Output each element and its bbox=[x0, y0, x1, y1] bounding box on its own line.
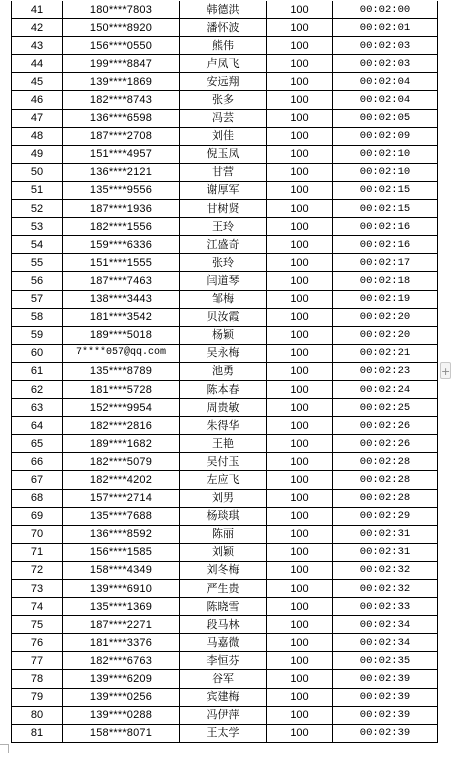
cell-phone: 138****3443 bbox=[63, 290, 180, 308]
cell-name: 吴付玉 bbox=[180, 453, 267, 471]
table-row bbox=[12, 109, 438, 127]
cell-name: 张玲 bbox=[180, 254, 267, 272]
cell-phone: 187****7463 bbox=[63, 272, 180, 290]
cell-number: 54 bbox=[12, 236, 63, 254]
cell-name: 陈丽 bbox=[180, 525, 267, 543]
cell-name: 段马林 bbox=[180, 616, 267, 634]
cell-phone: 135****7688 bbox=[63, 507, 180, 525]
cell-number: 43 bbox=[12, 37, 63, 55]
cell-phone: 157****2714 bbox=[63, 489, 180, 507]
table-row bbox=[12, 670, 438, 688]
cell-name: 刘佳 bbox=[180, 127, 267, 145]
table-row bbox=[12, 616, 438, 634]
cell-phone: 182****5079 bbox=[63, 453, 180, 471]
table-row bbox=[12, 290, 438, 308]
cell-name: 贝汝霞 bbox=[180, 308, 267, 326]
cell-number: 58 bbox=[12, 308, 63, 326]
cell-number: 50 bbox=[12, 163, 63, 181]
cell-name: 杨琰琪 bbox=[180, 507, 267, 525]
cell-time: 00:02:39 bbox=[333, 706, 438, 724]
table-row bbox=[12, 453, 438, 471]
cell-score: 100 bbox=[267, 724, 333, 742]
cell-phone: 181****3542 bbox=[63, 308, 180, 326]
cell-name: 宾建梅 bbox=[180, 688, 267, 706]
cell-score: 100 bbox=[267, 706, 333, 724]
cell-time: 00:02:15 bbox=[333, 200, 438, 218]
cell-time: 00:02:24 bbox=[333, 380, 438, 398]
cell-phone: 199****8847 bbox=[63, 55, 180, 73]
cell-score: 100 bbox=[267, 525, 333, 543]
cell-name: 朱得华 bbox=[180, 417, 267, 435]
cell-name: 陈晓雪 bbox=[180, 598, 267, 616]
cell-time: 00:02:32 bbox=[333, 580, 438, 598]
cell-score: 100 bbox=[267, 218, 333, 236]
cell-name: 闫道琴 bbox=[180, 272, 267, 290]
cell-number: 80 bbox=[12, 706, 63, 724]
cell-number: 60 bbox=[12, 344, 63, 362]
cell-phone: 181****3376 bbox=[63, 634, 180, 652]
cell-name: 甘树贤 bbox=[180, 200, 267, 218]
cell-score: 100 bbox=[267, 399, 333, 417]
cell-name: 安远翔 bbox=[180, 73, 267, 91]
cell-name: 王太学 bbox=[180, 724, 267, 742]
cell-name: 韩德洪 bbox=[180, 1, 267, 19]
cell-phone: 151****1555 bbox=[63, 254, 180, 272]
cell-name: 甘营 bbox=[180, 163, 267, 181]
table-row bbox=[12, 543, 438, 561]
table-row bbox=[12, 344, 438, 362]
cell-number: 46 bbox=[12, 91, 63, 109]
cell-number: 48 bbox=[12, 127, 63, 145]
cell-name: 谷军 bbox=[180, 670, 267, 688]
cell-score: 100 bbox=[267, 272, 333, 290]
cell-score: 100 bbox=[267, 308, 333, 326]
cell-phone: 182****6763 bbox=[63, 652, 180, 670]
cell-score: 100 bbox=[267, 652, 333, 670]
cell-phone: 182****2816 bbox=[63, 417, 180, 435]
cell-score: 100 bbox=[267, 145, 333, 163]
cell-score: 100 bbox=[267, 670, 333, 688]
cell-number: 73 bbox=[12, 580, 63, 598]
table-row bbox=[12, 181, 438, 199]
table-row bbox=[12, 688, 438, 706]
cell-score: 100 bbox=[267, 435, 333, 453]
cell-score: 100 bbox=[267, 19, 333, 37]
table-row bbox=[12, 308, 438, 326]
cell-score: 100 bbox=[267, 290, 333, 308]
cell-time: 00:02:32 bbox=[333, 561, 438, 579]
cell-score: 100 bbox=[267, 507, 333, 525]
cell-time: 00:02:00 bbox=[333, 1, 438, 19]
cell-number: 57 bbox=[12, 290, 63, 308]
plus-icon[interactable]: + bbox=[440, 362, 451, 379]
cell-name: 刘男 bbox=[180, 489, 267, 507]
cell-name: 熊伟 bbox=[180, 37, 267, 55]
cell-score: 100 bbox=[267, 163, 333, 181]
cell-score: 100 bbox=[267, 598, 333, 616]
cell-time: 00:02:04 bbox=[333, 91, 438, 109]
cell-number: 52 bbox=[12, 200, 63, 218]
table-row bbox=[12, 218, 438, 236]
cell-phone: 135****9556 bbox=[63, 181, 180, 199]
cell-name: 张多 bbox=[180, 91, 267, 109]
cell-time: 00:02:10 bbox=[333, 145, 438, 163]
page-corner-marker bbox=[0, 744, 9, 753]
cell-name: 江盛奇 bbox=[180, 236, 267, 254]
cell-number: 81 bbox=[12, 724, 63, 742]
cell-number: 62 bbox=[12, 380, 63, 398]
cell-number: 75 bbox=[12, 616, 63, 634]
table-row bbox=[12, 399, 438, 417]
cell-time: 00:02:31 bbox=[333, 525, 438, 543]
cell-score: 100 bbox=[267, 616, 333, 634]
cell-name: 左应飞 bbox=[180, 471, 267, 489]
cell-name: 冯芸 bbox=[180, 109, 267, 127]
cell-score: 100 bbox=[267, 73, 333, 91]
cell-score: 100 bbox=[267, 417, 333, 435]
cell-time: 00:02:05 bbox=[333, 109, 438, 127]
cell-score: 100 bbox=[267, 561, 333, 579]
cell-score: 100 bbox=[267, 55, 333, 73]
cell-number: 53 bbox=[12, 218, 63, 236]
table-row bbox=[12, 326, 438, 344]
cell-number: 72 bbox=[12, 561, 63, 579]
table-row bbox=[12, 55, 438, 73]
cell-phone: 136****2121 bbox=[63, 163, 180, 181]
cell-time: 00:02:15 bbox=[333, 181, 438, 199]
cell-phone: 182****4202 bbox=[63, 471, 180, 489]
cell-name: 严生贵 bbox=[180, 580, 267, 598]
cell-phone: 187****2708 bbox=[63, 127, 180, 145]
cell-number: 49 bbox=[12, 145, 63, 163]
cell-name: 冯伊萍 bbox=[180, 706, 267, 724]
cell-number: 41 bbox=[12, 1, 63, 19]
cell-number: 47 bbox=[12, 109, 63, 127]
cell-number: 61 bbox=[12, 362, 63, 380]
table-row bbox=[12, 652, 438, 670]
cell-score: 100 bbox=[267, 580, 333, 598]
cell-time: 00:02:17 bbox=[333, 254, 438, 272]
cell-number: 64 bbox=[12, 417, 63, 435]
cell-number: 78 bbox=[12, 670, 63, 688]
cell-time: 00:02:28 bbox=[333, 489, 438, 507]
cell-score: 100 bbox=[267, 471, 333, 489]
cell-phone: 139****0288 bbox=[63, 706, 180, 724]
cell-score: 100 bbox=[267, 362, 333, 380]
cell-phone: 135****8789 bbox=[63, 362, 180, 380]
cell-time: 00:02:35 bbox=[333, 652, 438, 670]
cell-name: 谢厚军 bbox=[180, 181, 267, 199]
cell-phone: 139****1869 bbox=[63, 73, 180, 91]
table-row bbox=[12, 73, 438, 91]
cell-time: 00:02:20 bbox=[333, 326, 438, 344]
table-row bbox=[12, 634, 438, 652]
cell-phone: 139****0256 bbox=[63, 688, 180, 706]
cell-time: 00:02:29 bbox=[333, 507, 438, 525]
cell-time: 00:02:21 bbox=[333, 344, 438, 362]
cell-number: 51 bbox=[12, 181, 63, 199]
table-row bbox=[12, 471, 438, 489]
cell-number: 69 bbox=[12, 507, 63, 525]
cell-name: 王玲 bbox=[180, 218, 267, 236]
cell-phone: 156****0550 bbox=[63, 37, 180, 55]
cell-phone: 187****2271 bbox=[63, 616, 180, 634]
cell-phone: 136****6598 bbox=[63, 109, 180, 127]
cell-number: 68 bbox=[12, 489, 63, 507]
cell-score: 100 bbox=[267, 634, 333, 652]
cell-phone: 159****6336 bbox=[63, 236, 180, 254]
table-row bbox=[12, 706, 438, 724]
table-row bbox=[12, 254, 438, 272]
cell-phone: 139****6910 bbox=[63, 580, 180, 598]
table-row bbox=[12, 37, 438, 55]
cell-number: 74 bbox=[12, 598, 63, 616]
cell-time: 00:02:25 bbox=[333, 399, 438, 417]
cell-time: 00:02:01 bbox=[333, 19, 438, 37]
table-row bbox=[12, 19, 438, 37]
cell-time: 00:02:10 bbox=[333, 163, 438, 181]
cell-phone: 135****1369 bbox=[63, 598, 180, 616]
table-row bbox=[12, 507, 438, 525]
cell-score: 100 bbox=[267, 236, 333, 254]
cell-time: 00:02:23 bbox=[333, 362, 438, 380]
cell-phone: 189****5018 bbox=[63, 326, 180, 344]
cell-number: 79 bbox=[12, 688, 63, 706]
table-row bbox=[12, 417, 438, 435]
cell-time: 00:02:03 bbox=[333, 55, 438, 73]
cell-score: 100 bbox=[267, 453, 333, 471]
cell-time: 00:02:39 bbox=[333, 724, 438, 742]
table-row bbox=[12, 561, 438, 579]
cell-name: 倪玉凤 bbox=[180, 145, 267, 163]
cell-name: 卢凤飞 bbox=[180, 55, 267, 73]
table-row bbox=[12, 489, 438, 507]
cell-phone: 180****7803 bbox=[63, 1, 180, 19]
cell-score: 100 bbox=[267, 181, 333, 199]
cell-number: 63 bbox=[12, 399, 63, 417]
cell-time: 00:02:39 bbox=[333, 670, 438, 688]
cell-name: 李恒芬 bbox=[180, 652, 267, 670]
cell-time: 00:02:16 bbox=[333, 218, 438, 236]
cell-score: 100 bbox=[267, 254, 333, 272]
cell-score: 100 bbox=[267, 91, 333, 109]
table-row bbox=[12, 236, 438, 254]
cell-name: 吴永梅 bbox=[180, 344, 267, 362]
cell-number: 42 bbox=[12, 19, 63, 37]
cell-number: 67 bbox=[12, 471, 63, 489]
cell-score: 100 bbox=[267, 380, 333, 398]
cell-score: 100 bbox=[267, 200, 333, 218]
cell-phone: 189****1682 bbox=[63, 435, 180, 453]
cell-phone: 152****9954 bbox=[63, 399, 180, 417]
cell-score: 100 bbox=[267, 489, 333, 507]
cell-name: 周贵敏 bbox=[180, 399, 267, 417]
cell-number: 66 bbox=[12, 453, 63, 471]
table-row bbox=[12, 1, 438, 19]
cell-time: 00:02:20 bbox=[333, 308, 438, 326]
cell-score: 100 bbox=[267, 37, 333, 55]
cell-number: 56 bbox=[12, 272, 63, 290]
cell-number: 70 bbox=[12, 525, 63, 543]
cell-phone: 181****5728 bbox=[63, 380, 180, 398]
cell-time: 00:02:04 bbox=[333, 73, 438, 91]
table-row bbox=[12, 163, 438, 181]
cell-score: 100 bbox=[267, 109, 333, 127]
table-row bbox=[12, 598, 438, 616]
cell-phone: 158****4349 bbox=[63, 561, 180, 579]
cell-number: 65 bbox=[12, 435, 63, 453]
table-row bbox=[12, 525, 438, 543]
cell-phone: 156****1585 bbox=[63, 543, 180, 561]
cell-phone: 150****8920 bbox=[63, 19, 180, 37]
cell-time: 00:02:28 bbox=[333, 453, 438, 471]
cell-time: 00:02:28 bbox=[333, 471, 438, 489]
table-row bbox=[12, 580, 438, 598]
table-row bbox=[12, 127, 438, 145]
cell-time: 00:02:34 bbox=[333, 616, 438, 634]
cell-score: 100 bbox=[267, 543, 333, 561]
cell-number: 77 bbox=[12, 652, 63, 670]
cell-phone: 139****6209 bbox=[63, 670, 180, 688]
cell-phone: 158****8071 bbox=[63, 724, 180, 742]
cell-time: 00:02:18 bbox=[333, 272, 438, 290]
cell-time: 00:02:34 bbox=[333, 634, 438, 652]
cell-score: 100 bbox=[267, 1, 333, 19]
table-row bbox=[12, 362, 438, 380]
cell-time: 00:02:16 bbox=[333, 236, 438, 254]
cell-number: 76 bbox=[12, 634, 63, 652]
table-row bbox=[12, 724, 438, 742]
table-row bbox=[12, 380, 438, 398]
cell-name: 刘冬梅 bbox=[180, 561, 267, 579]
cell-time: 00:02:26 bbox=[333, 417, 438, 435]
table-row bbox=[12, 200, 438, 218]
table-row bbox=[12, 435, 438, 453]
cell-number: 44 bbox=[12, 55, 63, 73]
cell-name: 潘怀波 bbox=[180, 19, 267, 37]
cell-time: 00:02:03 bbox=[333, 37, 438, 55]
cell-number: 71 bbox=[12, 543, 63, 561]
cell-name: 池勇 bbox=[180, 362, 267, 380]
cell-score: 100 bbox=[267, 326, 333, 344]
cell-phone: 136****8592 bbox=[63, 525, 180, 543]
cell-time: 00:02:33 bbox=[333, 598, 438, 616]
cell-time: 00:02:26 bbox=[333, 435, 438, 453]
cell-phone: 7****057@qq.com bbox=[63, 344, 180, 362]
cell-number: 59 bbox=[12, 326, 63, 344]
cell-score: 100 bbox=[267, 127, 333, 145]
cell-score: 100 bbox=[267, 344, 333, 362]
cell-name: 刘颖 bbox=[180, 543, 267, 561]
cell-name: 陈本春 bbox=[180, 380, 267, 398]
results-table bbox=[11, 1, 438, 743]
cell-phone: 187****1936 bbox=[63, 200, 180, 218]
cell-name: 邹梅 bbox=[180, 290, 267, 308]
cell-score: 100 bbox=[267, 688, 333, 706]
cell-name: 马嘉微 bbox=[180, 634, 267, 652]
cell-time: 00:02:39 bbox=[333, 688, 438, 706]
cell-time: 00:02:31 bbox=[333, 543, 438, 561]
cell-phone: 151****4957 bbox=[63, 145, 180, 163]
cell-phone: 182****1556 bbox=[63, 218, 180, 236]
cell-time: 00:02:19 bbox=[333, 290, 438, 308]
cell-time: 00:02:09 bbox=[333, 127, 438, 145]
table-row bbox=[12, 145, 438, 163]
cell-phone: 182****8743 bbox=[63, 91, 180, 109]
table-row bbox=[12, 91, 438, 109]
cell-name: 王艳 bbox=[180, 435, 267, 453]
cell-name: 杨颖 bbox=[180, 326, 267, 344]
table-row bbox=[12, 272, 438, 290]
results-table-body bbox=[12, 1, 438, 742]
cell-number: 45 bbox=[12, 73, 63, 91]
cell-number: 55 bbox=[12, 254, 63, 272]
